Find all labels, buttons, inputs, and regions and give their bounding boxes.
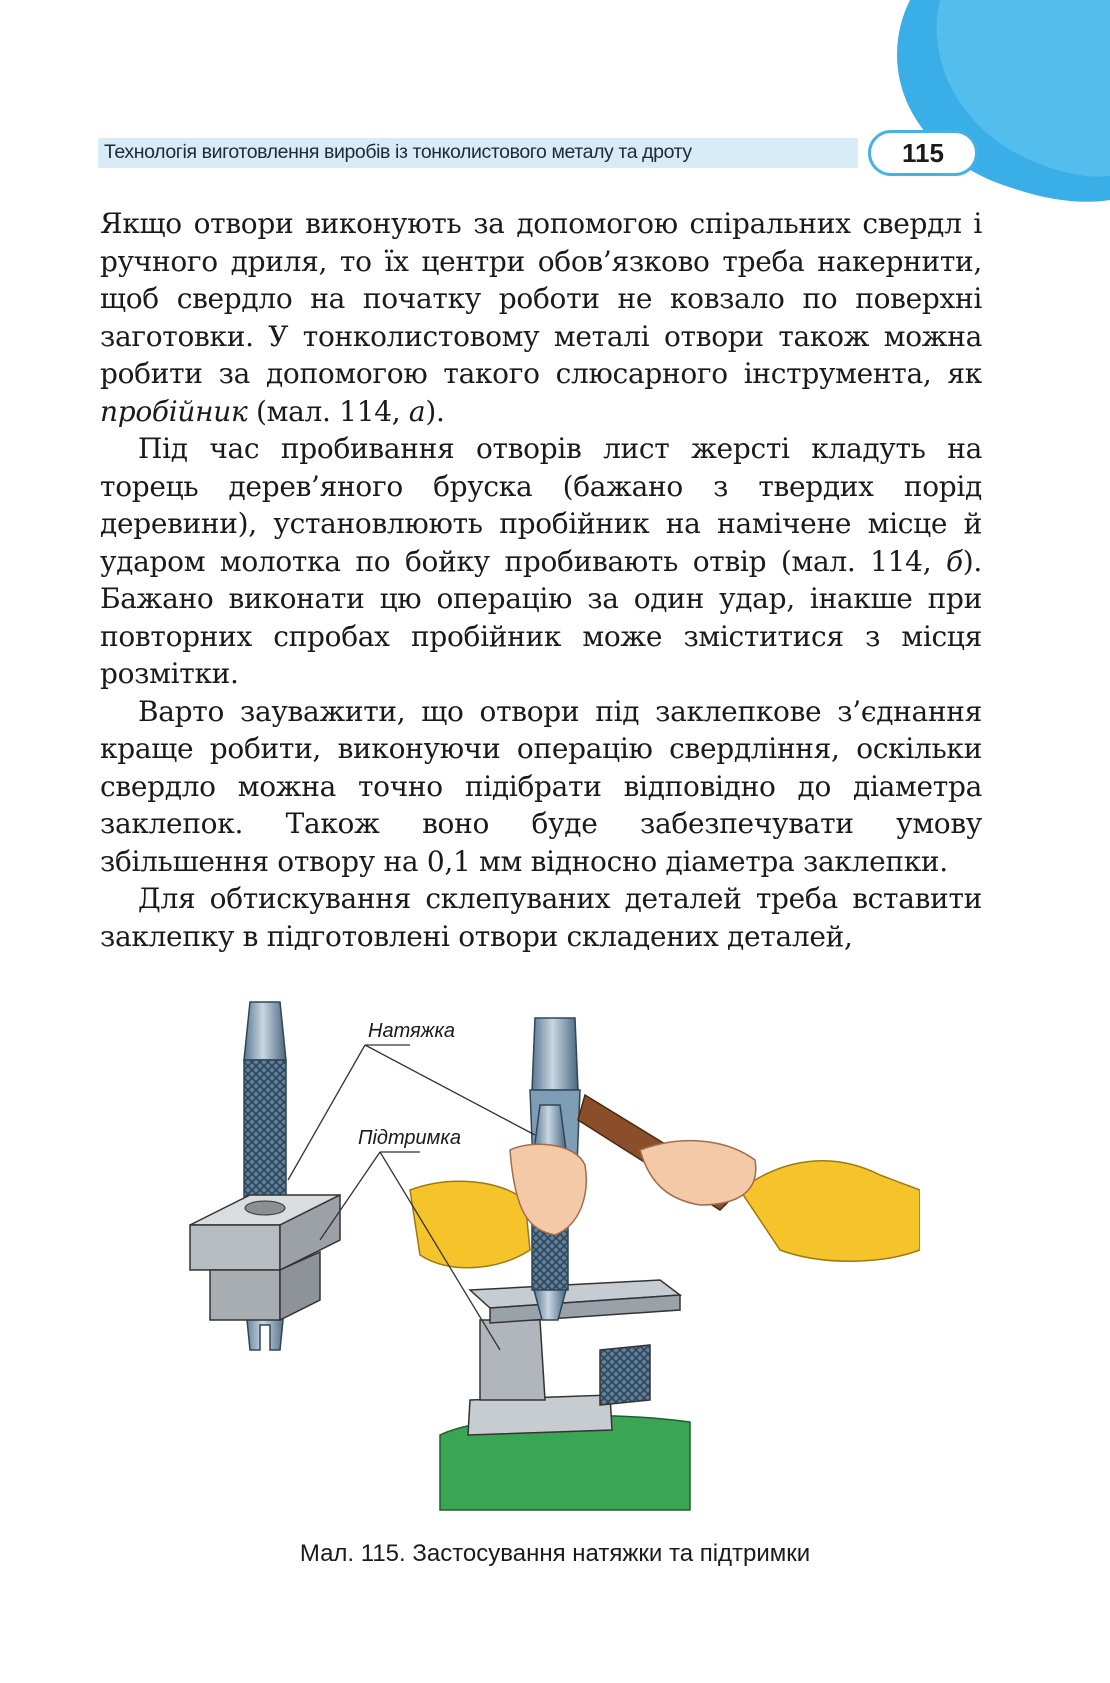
label-pidtrymka: Підтримка	[358, 1127, 461, 1149]
paragraph-1	[100, 205, 982, 430]
body-text	[100, 205, 982, 955]
figure-ref-b: б	[945, 544, 963, 578]
paragraph-4: Для обтискування склепуваних деталей треба вставити заклепку в підготовлені отвори складених деталей,	[100, 882, 982, 953]
paragraph-2-text: Під час пробивання отворів лист жерсті кладуть на торець дерев’яного бруска (бажано з твердих порід деревини), установлюють пробійник на намічене місце й ударом молотка по бойку пробивають отвір (мал. 114,	[100, 432, 982, 578]
paragraph-2-end: ). Бажано виконати цю операцію за один удар, інакше при повторних спробах пробійник може зміститися з місця розмітки.	[100, 544, 982, 690]
anvil-base	[440, 1280, 690, 1510]
right-arm	[640, 1141, 920, 1262]
figure-ref-a: а	[408, 394, 426, 428]
figure-115	[180, 990, 920, 1520]
paragraph-1-end: ).	[425, 394, 445, 428]
page-number: 115	[902, 138, 944, 168]
figure-illustration	[180, 990, 920, 1520]
paragraph-1-ref: (мал. 114,	[247, 394, 409, 428]
page-number-badge	[868, 130, 978, 176]
label-natyazhka: Натяжка	[368, 1020, 456, 1042]
term-probiinyk: пробійник	[100, 394, 248, 428]
paragraph-1-text: Якщо отвори виконують за допомогою спіральних свердл і ручного дриля, то їх центри обов’язково треба накернити, щоб свердло на початку роботи не ковзало по поверхні заготовки. У тонколистовому металі отвори також можна робити за допомогою такого слюсарного інструмента, як	[100, 207, 982, 390]
paragraph-3: Варто зауважити, що отвори під заклепкове з’єднання краще робити, виконуючи операцію свердління, оскільки свердло можна точно підібрати відповідно до діаметра заклепок. Також воно буде забезпечувати умову збільшення отвору на 0,1 мм відносно діаметра заклепки.	[100, 694, 982, 878]
paragraph-2	[100, 430, 982, 693]
support-block	[190, 1195, 340, 1320]
running-header-title: Технологія виготовлення виробів із тонколистового металу та дроту	[104, 141, 692, 163]
corner-decoration	[870, 0, 1110, 230]
figure-caption: Мал. 115. Застосування натяжки та підтримки	[299, 1540, 811, 1567]
running-header	[98, 138, 858, 168]
